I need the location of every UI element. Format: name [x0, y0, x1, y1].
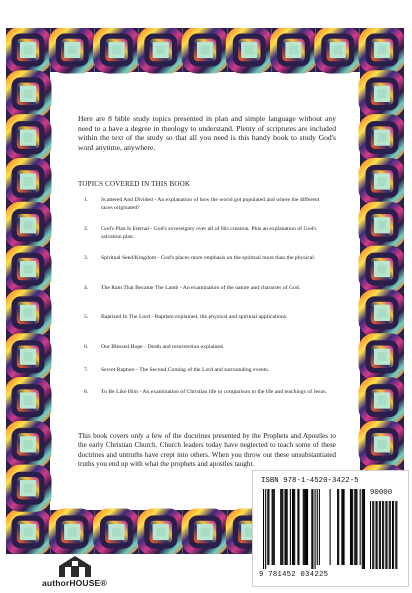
border-knot-tile — [316, 28, 360, 72]
border-knot-tile — [360, 116, 404, 160]
border-knot-tile — [6, 72, 50, 116]
border-knot-tile — [227, 28, 271, 72]
border-knot-tile — [139, 28, 183, 72]
border-knot-tile — [360, 72, 404, 116]
border-knot-tile — [6, 379, 50, 423]
publisher-name: authorHOUSE® — [42, 578, 107, 588]
border-knot-tile — [6, 116, 50, 160]
topic-text: God's Plan Is Eternal - God's sovereignty over all of His creation. Plus an explanation of God's salvation plan. — [101, 226, 317, 241]
border-knot-tile — [360, 335, 404, 379]
border-knot-tile — [50, 510, 94, 554]
border-knot-tile — [50, 28, 94, 72]
border-knot-tile — [6, 510, 50, 554]
border-knot-tile — [95, 510, 139, 554]
topic-text: Baptized In The Lord - Baptism explained, the physical and spiritual applications. — [101, 314, 288, 320]
border-knot-tile — [360, 379, 404, 423]
border-knot-tile — [6, 466, 50, 510]
border-knot-tile — [6, 28, 50, 72]
intro-paragraph: Here are 8 bible study topics presented in plan and simple language without any need to a have a degree in theology to understand. Plenty of scriptures are included within the text of the study so that all you need is this handy book to study God's word anytime, anywhere. — [78, 114, 336, 152]
topic-text: Our Blessed Hope - Death and resurrection explained. — [101, 344, 225, 350]
border-knot-tile — [360, 247, 404, 291]
isbn-barcode — [252, 470, 409, 587]
topic-number: 6. — [84, 344, 89, 350]
topic-text: Spiritual Seed/Kingdom - God's places more emphasis on the spiritual more than the physical. — [101, 255, 316, 261]
topic-number: 3. — [84, 255, 89, 261]
topic-number: 5. — [84, 314, 89, 320]
border-knot-tile — [360, 159, 404, 203]
topic-number: 4. — [84, 285, 89, 291]
outro-paragraph: This book covers only a few of the doctrines presented by the Prophets and Apostles to the early Christian Church. Church leaders today have neglected to teach some of these doctrines and untruths have crept into others. When you throw out these unsubstantiated truths you end up with what the prophets and apostles taught. — [78, 432, 336, 468]
description-panel — [76, 106, 338, 468]
border-knot-tile — [6, 203, 50, 247]
topic-text: Scattered And Divided - An explanation of how the world got populated and where the different races originated? — [101, 197, 320, 212]
border-knot-tile — [360, 422, 404, 466]
topic-text: To Be Like Him - An examination of Christian life in comparison to the life and teachings of Jesus. — [101, 389, 327, 395]
isbn-text: ISBN 978-1-4520-3422-5 — [261, 477, 359, 485]
border-knot-tile — [360, 28, 404, 72]
topic-number: 7. — [84, 367, 89, 373]
topics-heading: TOPICS COVERED IN THIS BOOK — [78, 180, 191, 188]
topic-number: 8. — [84, 389, 89, 395]
topic-number: 2. — [84, 226, 89, 232]
border-knot-tile — [95, 28, 139, 72]
house-logo-icon — [56, 555, 94, 577]
border-knot-tile — [139, 510, 183, 554]
border-knot-tile — [6, 335, 50, 379]
price-code: 90000 — [370, 489, 393, 497]
border-knot-tile — [272, 28, 316, 72]
border-knot-tile — [6, 422, 50, 466]
ean-digits: 9 781452 034225 — [259, 571, 329, 579]
border-knot-tile — [360, 291, 404, 335]
border-knot-tile — [6, 159, 50, 203]
barcode-bars — [261, 489, 367, 569]
border-knot-tile — [6, 291, 50, 335]
topic-number: 1. — [84, 197, 89, 203]
topic-text: Secret Rapture - The Second Coming of the Lord and surrounding events. — [101, 367, 269, 373]
price-barcode-bars — [370, 501, 400, 569]
publisher-logo — [42, 555, 110, 589]
border-knot-tile — [360, 203, 404, 247]
topic-text: The Ram That Became The Lamb - An examination of the nature and character of God. — [101, 285, 301, 291]
border-knot-tile — [6, 247, 50, 291]
border-knot-tile — [183, 28, 227, 72]
border-knot-tile — [183, 510, 227, 554]
